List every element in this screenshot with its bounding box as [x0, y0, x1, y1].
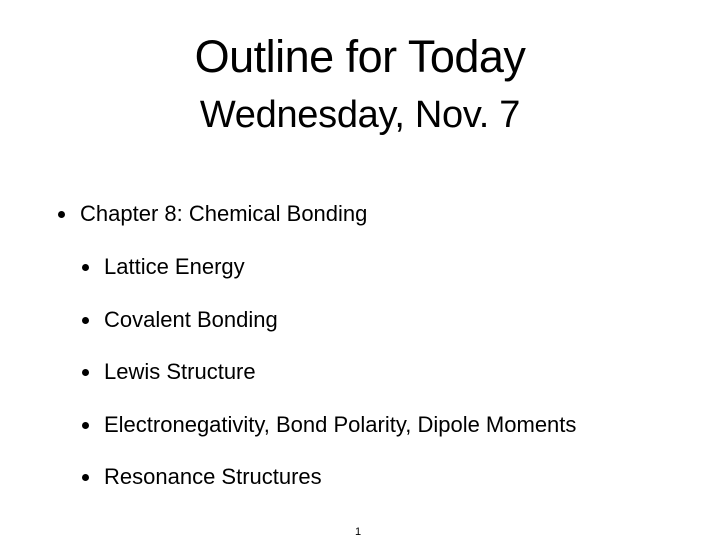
- bullet-dot-icon: [58, 211, 65, 218]
- slide-subtitle: Wednesday, Nov. 7: [199, 94, 521, 136]
- bullet-dot-icon: [82, 369, 89, 376]
- bullet-text: Lewis Structure: [104, 359, 256, 384]
- bullet-text: Resonance Structures: [104, 464, 322, 489]
- slide-title: Outline for Today: [194, 31, 526, 82]
- bullet-dot-icon: [82, 317, 89, 324]
- bullet-dot-icon: [82, 264, 89, 271]
- bullet-dot-icon: [82, 422, 89, 429]
- bullet-item-level1: [58, 199, 367, 229]
- bullet-text: Covalent Bonding: [104, 307, 278, 332]
- bullet-item-level2: [82, 410, 576, 440]
- bullet-item-level2: [82, 462, 322, 492]
- bullet-dot-icon: [82, 474, 89, 481]
- bullet-item-level2: [82, 252, 245, 282]
- bullet-text: Chapter 8: Chemical Bonding: [80, 201, 368, 226]
- bullet-item-level2: [82, 357, 256, 387]
- page-number: 1: [354, 526, 362, 538]
- bullet-item-level2: [82, 305, 278, 335]
- bullet-text: Electronegativity, Bond Polarity, Dipole Moments: [104, 412, 577, 437]
- bullet-text: Lattice Energy: [104, 254, 245, 279]
